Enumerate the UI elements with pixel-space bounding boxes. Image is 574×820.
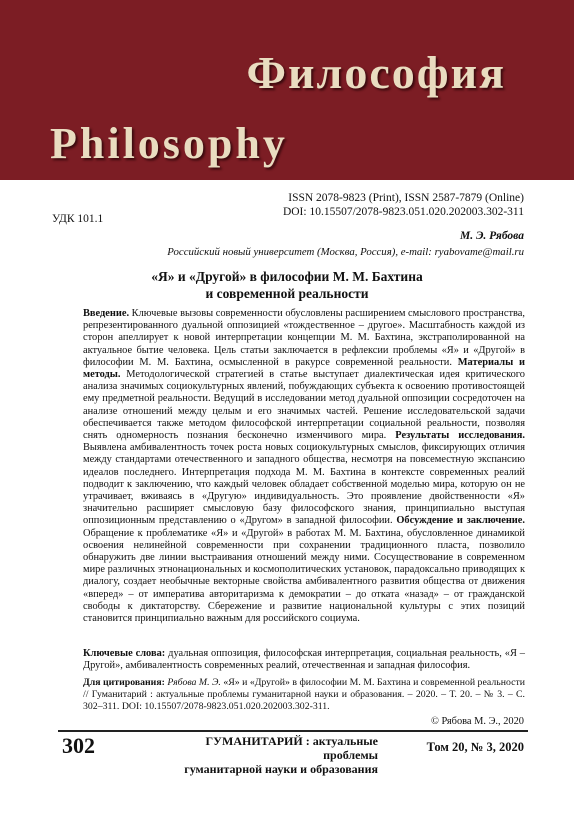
udk-code: УДК 101.1 xyxy=(52,213,104,225)
journal-name-line1: ГУМАНИТАРИЙ : актуальные проблемы xyxy=(205,734,378,762)
abstract-discussion-text: Обращение к проблематике «Я» и «Другой» в работах М. М. Бахтина, обусловленное динамикой освоения нелинейной современности при сохранении традиционного пласта, позволило обнаружить две линии выстраивания отношений между ними. Сосуществование в современном мире различных этнонациональных и космополитических установок, парадоксально приводящих к диалогу, создает необычные векторные свойства амбивалентного развития общества от движения «вперед» – от императива авторитаризма к демократии – до отката «назад» – от гражданской свободы к диктаторству. Сбережение и развитие национальной культуры с этих позиций становится принципиально важным для российского социума. xyxy=(83,527,525,625)
abstract-results-text: Выявлена амбивалентность точек роста новых социокультурных смыслов, фиксирующих отличия между стандартами отечественного и западного общества, несмотря на повсеместную экспансию идеалов последнего. Интерпретация подхода М. М. Бахтина в контексте современных реалий подводит к заключению, что каждый человек обладает собственной моделью мира, которую он не утрачивает, вживаясь в «Другую» индивидуальность. Это проявление двойственности «Я» значительно расширяет смысловую базу философского знания, принципиально выступая оппозиционным представлению о «Другом» в западной философии. xyxy=(83,442,525,527)
citation-author: Рябова М. Э. xyxy=(164,677,221,688)
citation-label: Для цитирования: xyxy=(83,677,165,688)
doi[interactable]: DOI: 10.15507/2078-9823.051.020.202003.302-311 xyxy=(282,206,524,218)
author-affiliation: Российский новый университет (Москва, Россия), e-mail: ryabovame@mail.ru xyxy=(167,246,524,258)
keywords xyxy=(83,648,525,672)
citation-text: «Я» и «Другой» в философии М. М. Бахтина и современной реальности // Гуманитарий : актуальные проблемы гуманитарной науки и образования. – 2020. – Т. 20. – № 3. – С. 302–311. DOI: 10.15507/2078-9823.051.020.202003.302-311. xyxy=(83,677,525,712)
abstract-discussion-label: Обсуждение и заключение. xyxy=(396,515,526,527)
article-title xyxy=(60,268,514,302)
abstract-methods-label: Материалы и методы. xyxy=(83,356,525,381)
issn: ISSN 2078-9823 (Print), ISSN 2587-7879 (Online) xyxy=(288,192,524,204)
article-title-line1: «Я» и «Другой» в философии М. М. Бахтина xyxy=(151,269,423,284)
article-title-line2: и современной реальности xyxy=(205,286,369,301)
journal-name-line2: гуманитарной науки и образования xyxy=(184,762,378,776)
abstract-intro-label: Введение. xyxy=(83,308,130,319)
abstract xyxy=(83,308,525,625)
section-title-en: Philosophy xyxy=(50,119,288,168)
citation xyxy=(83,677,525,712)
section-title-ru: Философия xyxy=(246,47,506,98)
copyright: © Рябова М. Э., 2020 xyxy=(431,716,524,727)
journal-name xyxy=(148,734,378,776)
abstract-intro-text: Ключевые вызовы современности обусловлены расширением смыслового пространства, репрезентированного дуальной оппозицией «тождественное – другое». Масштабность каждой из сторон апеллирует к новой интерпретации концепции М. М. Бахтина, экстраполированной на актуальное бытие человека. Цель статьи заключается в рефлексии проблемы «Я» и «Другой» в философии М. М. Бахтина, осмысленной в ракурсе современной реальности. xyxy=(83,308,525,368)
keywords-label: Ключевые слова: xyxy=(83,648,166,659)
abstract-results-label: Результаты исследования. xyxy=(395,430,526,442)
author-name: М. Э. Рябова xyxy=(459,230,524,242)
volume-issue: Том 20, № 3, 2020 xyxy=(426,740,524,754)
page-number: 302 xyxy=(62,733,95,758)
abstract-methods-text: Методологической стратегией в статье выступает диалектическая идея критического анализа значимых социокультурных явлений, побуждающих субъекта к освоению противостоящей ему предметной реальности. Ведущий в исследовании метод дуальной оппозиции сосредоточен на анализе отношений между целым и его значимых частей. Решение исследовательской задачи обеспечивается также методом философской интерпретации социальной реальности, позволяя снять одномерность познания бесконечно изменчивого мира. xyxy=(83,369,525,442)
keywords-text: дуальная оппозиция, философская интерпретация, социальная реальность, «Я – Другой», амбивалентность современных реалий, отечественная и западная философия. xyxy=(83,648,525,672)
footer-divider xyxy=(58,730,528,732)
journal-header-band xyxy=(0,0,574,180)
